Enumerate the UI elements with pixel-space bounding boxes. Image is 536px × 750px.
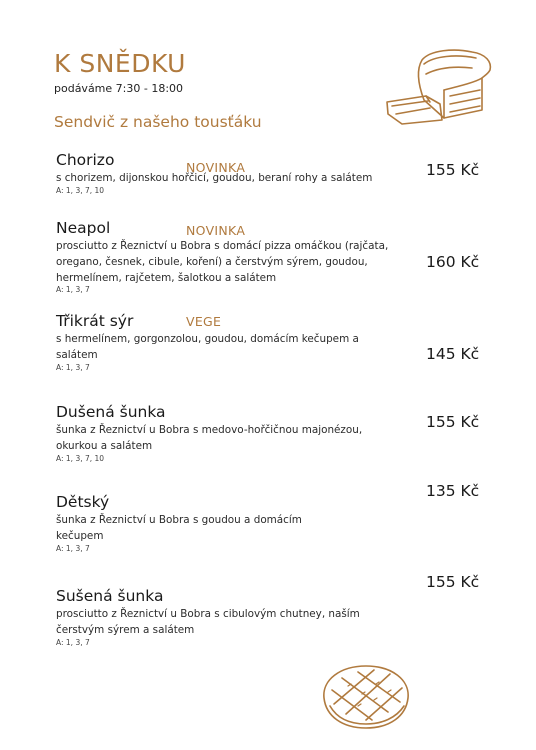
item-description: šunka z Řeznictví u Bobra s goudou a domácím kečupem: [56, 514, 302, 542]
toast-bread-icon: [384, 44, 496, 126]
item-price: 155 Kč: [426, 413, 480, 431]
item-name: Sušená šunka: [56, 587, 164, 605]
item-allergens: A: 1, 3, 7, 10: [56, 185, 105, 195]
item-name: Dětský: [56, 493, 110, 511]
item-description: šunka z Řeznictví u Bobra s medovo-hořčičnou majonézou, okurkou a salátem: [56, 424, 363, 452]
section-subtitle: Sendvič z našeho tousťáku: [54, 113, 262, 131]
item-description: s hermelínem, gorgonzolou, goudou, domácím kečupem a salátem: [56, 333, 359, 361]
item-allergens: A: 1, 3, 7: [56, 543, 90, 553]
page-title: K SNĚDKU: [54, 49, 186, 78]
item-price: 155 Kč: [426, 161, 480, 179]
item-name: Třikrát sýr: [56, 312, 134, 330]
item-allergens: A: 1, 3, 7: [56, 362, 90, 372]
item-price: 160 Kč: [426, 253, 480, 271]
item-allergens: A: 1, 3, 7, 10: [56, 453, 105, 463]
badge-novinka: NOVINKA: [186, 223, 246, 238]
item-description: prosciutto z Řeznictví u Bobra s cibulovým chutney, naším čerstvým sýrem a salátem: [56, 608, 360, 636]
item-description: s chorizem, dijonskou hořčicí, goudou, beraní rohy a salátem: [56, 172, 373, 184]
menu-item-detsky: [56, 493, 496, 553]
item-allergens: A: 1, 3, 7: [56, 637, 90, 647]
item-name: Neapol: [56, 219, 111, 237]
item-price: 135 Kč: [426, 482, 480, 500]
item-allergens: A: 1, 3, 7: [56, 285, 90, 295]
menu-item-susena-sunka: [56, 587, 496, 647]
item-description: prosciutto z Řeznictví u Bobra s domácí pizza omáčkou (rajčata, oregano, česnek, cibule, koření) a čerstvým sýrem, goudou, hermelínem, rajčetem, šalotkou a salátem: [56, 240, 389, 284]
badge-novinka: NOVINKA: [186, 160, 246, 175]
badge-vege: VEGE: [186, 314, 222, 329]
item-name: Dušená šunka: [56, 403, 166, 421]
item-price: 155 Kč: [426, 573, 480, 591]
bread-loaf-icon: [318, 660, 414, 732]
serving-hours: podáváme 7:30 - 18:00: [54, 82, 184, 95]
item-price: 145 Kč: [426, 345, 480, 363]
menu-item-dusena-sunka: [56, 403, 496, 463]
item-name: Chorizo: [56, 151, 115, 169]
